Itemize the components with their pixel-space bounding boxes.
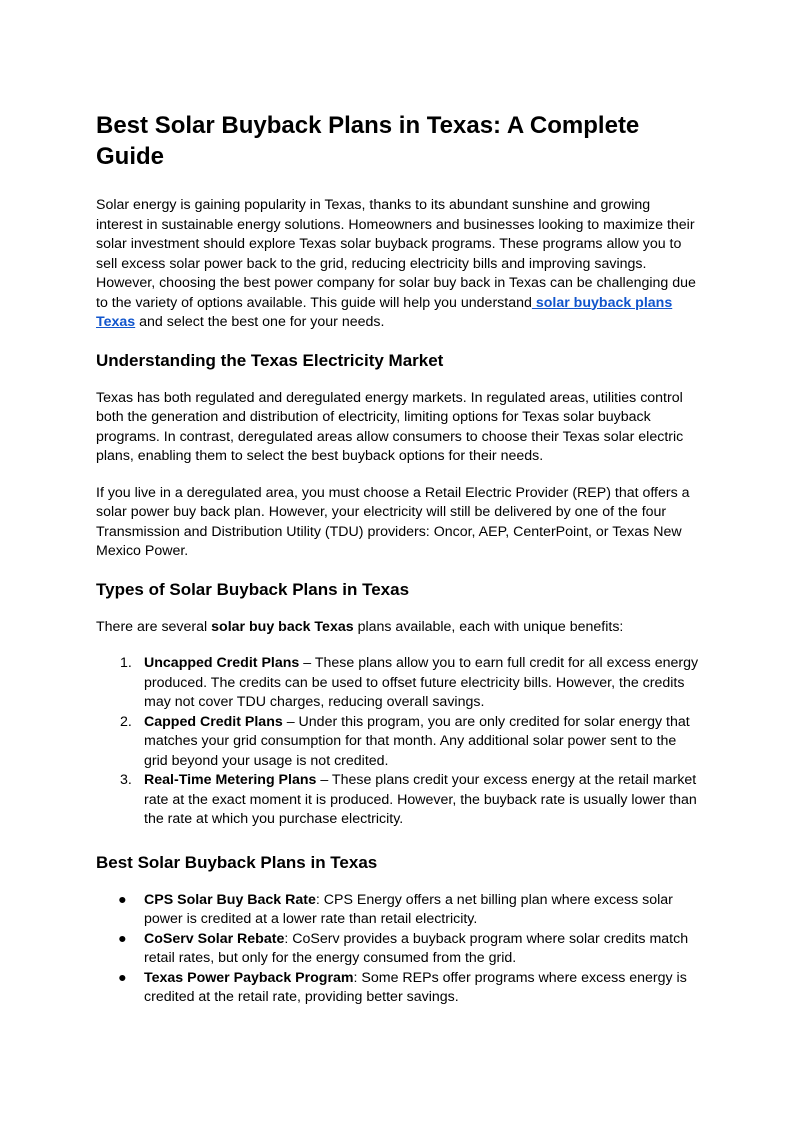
types-intro-bold: solar buy back Texas [211,618,354,635]
list-item-text: : Some REPs offer programs where excess energy is credited at the retail rate, providing better savings. [144,969,687,1005]
list-item [118,969,700,1008]
best-plans-list [96,891,700,1008]
types-heading: Types of Solar Buyback Plans in Texas [96,579,410,599]
bullet-icon: ● [118,891,127,908]
list-item-title: CoServ Solar Rebate [144,930,285,947]
list-item-text: : CoServ provides a buyback program where solar credits match retail rates, but only for the energy consumed from the grid. [144,930,689,966]
list-item-title: Texas Power Payback Program [144,969,354,986]
list-item-text: – Under this program, you are only credited for solar energy that matches your grid consumption for that month. Any additional solar power sent to the grid beyond your usage is not credited. [144,713,690,769]
list-item [120,771,700,830]
list-item [118,930,700,969]
best-plans-heading: Best Solar Buyback Plans in Texas [96,852,378,872]
bullet-icon: ● [118,930,127,947]
bullet-icon: ● [118,969,127,986]
list-number: 2. [120,713,132,730]
list-item [118,891,700,930]
list-item [120,713,700,772]
list-number: 3. [120,772,132,788]
list-item-text: – These plans credit your excess energy at the retail market rate at the exact moment it is produced. However, the buyback rate is usually lower than the rate at which you purchase electricity. [144,772,697,827]
list-item [120,654,700,713]
list-number: 1. [120,655,132,671]
intro-text: Solar energy is gaining popularity in Texas, thanks to its abundant sunshine and growing interest in sustainable energy solutions. Homeowners and businesses looking to maximize their solar investment should explore Texas solar buyback programs. These programs allow you to sell excess solar power back to the grid, reducing electricity bills and improving savings. However, choosing the best power company for solar buy back in Texas can be challenging due to the variety of options available. This guide will help you understand [96,197,696,311]
market-heading: Understanding the Texas Electricity Market [96,350,444,370]
types-intro-text: There are several [96,618,212,635]
list-item-text: : CPS Energy offers a net billing plan where excess solar power is credited at a lower rate than retail electricity. [144,891,673,927]
list-item-title: CPS Solar Buy Back Rate [144,891,316,908]
list-item-title: Real-Time Metering Plans [144,772,317,788]
page-title: Best Solar Buyback Plans in Texas: A Complete Guide [96,112,640,170]
types-intro [96,618,700,638]
market-paragraph-2: If you live in a deregulated area, you must choose a Retail Electric Provider (REP) that offers a solar power buy back plan. However, your electricity will still be delivered by one of the four Transmission and Distribution Utility (TDU) providers: Oncor, AEP, CenterPoint, or Texas New Mexico Power. [96,484,690,559]
list-item-title: Uncapped Credit Plans [144,655,300,671]
solar-buyback-plans-link[interactable]: solar buyback plans Texas [96,294,673,330]
list-item-text: – These plans allow you to earn full credit for all excess energy produced. The credits can be used to offset future electricity bills. However, the credits may not cover TDU charges, reducing overall savings. [144,655,699,710]
types-intro-text-end: plans available, each with unique benefits: [353,618,624,635]
market-paragraph-1: Texas has both regulated and deregulated energy markets. In regulated areas, utilities control both the generation and distribution of electricity, limiting options for Texas solar buyback programs. In contrast, deregulated areas allow consumers to choose their Texas solar electric plans, enabling them to select the best buyback options for their needs. [96,389,684,464]
types-list [96,654,700,830]
list-item-title: Capped Credit Plans [144,713,283,730]
intro-paragraph [96,196,700,333]
intro-text-end: and select the best one for your needs. [135,314,385,330]
